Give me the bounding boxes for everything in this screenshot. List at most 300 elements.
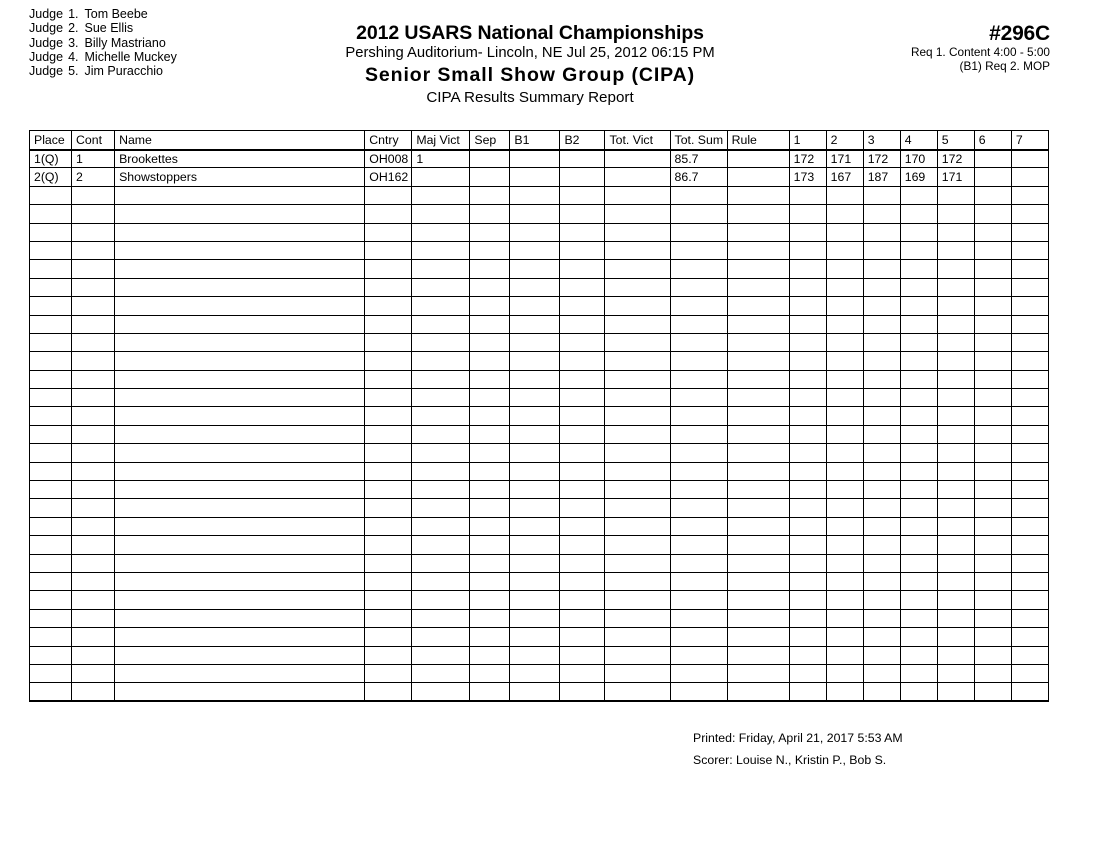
cell-empty — [1011, 554, 1048, 572]
table-row-empty[interactable] — [30, 297, 1049, 315]
cell-empty — [470, 352, 510, 370]
cell-empty — [72, 352, 115, 370]
cell-empty — [900, 628, 937, 646]
judge-name: Billy Mastriano — [84, 35, 166, 50]
table-header-row — [30, 131, 1049, 150]
table-row-empty[interactable] — [30, 628, 1049, 646]
cell-empty — [412, 205, 470, 223]
cell-empty — [605, 425, 670, 443]
cell-empty — [510, 646, 560, 664]
cell-empty — [789, 536, 826, 554]
cell-empty — [365, 278, 412, 296]
cell-empty — [937, 499, 974, 517]
cell-empty — [605, 389, 670, 407]
cell-empty — [365, 683, 412, 701]
cell-empty — [605, 205, 670, 223]
table-row-empty[interactable] — [30, 241, 1049, 259]
cell-empty — [974, 628, 1011, 646]
cell-empty — [470, 683, 510, 701]
cell-empty — [560, 389, 605, 407]
judge-name: Jim Puracchio — [84, 64, 163, 79]
table-row-empty[interactable] — [30, 499, 1049, 517]
cell-empty — [72, 481, 115, 499]
cell-empty — [789, 646, 826, 664]
cell-empty — [605, 315, 670, 333]
cell-empty — [510, 389, 560, 407]
table-header — [30, 131, 1049, 150]
cell-judge-7-score — [1011, 168, 1048, 186]
cell-empty — [727, 444, 789, 462]
cell-empty — [412, 628, 470, 646]
cell-empty — [560, 444, 605, 462]
cell-empty — [510, 223, 560, 241]
cell-empty — [115, 572, 365, 590]
cell-empty — [560, 205, 605, 223]
cell-empty — [826, 536, 863, 554]
cell-empty — [670, 407, 727, 425]
cell-empty — [72, 664, 115, 682]
cell-empty — [510, 628, 560, 646]
cell-empty — [937, 241, 974, 259]
table-row-empty[interactable] — [30, 389, 1049, 407]
cell-empty — [789, 186, 826, 204]
cell-empty — [72, 591, 115, 609]
cell-empty — [1011, 315, 1048, 333]
cell-empty — [72, 333, 115, 351]
cell-empty — [1011, 683, 1048, 701]
cell-empty — [863, 481, 900, 499]
cell-empty — [605, 278, 670, 296]
cell-empty — [115, 591, 365, 609]
cell-empty — [974, 241, 1011, 259]
column-header-sep: Sep — [470, 131, 510, 150]
cell-empty — [670, 370, 727, 388]
cell-empty — [560, 554, 605, 572]
results-table — [29, 130, 1049, 702]
cell-empty — [863, 517, 900, 535]
cell-empty — [727, 297, 789, 315]
cell-empty — [72, 260, 115, 278]
cell-empty — [365, 481, 412, 499]
cell-empty — [560, 499, 605, 517]
cell-empty — [900, 315, 937, 333]
cell-empty — [900, 517, 937, 535]
cell-empty — [412, 517, 470, 535]
judge-label: Judge — [29, 35, 64, 50]
cell-empty — [1011, 241, 1048, 259]
cell-empty — [937, 315, 974, 333]
cell-empty — [30, 444, 72, 462]
cell-empty — [974, 352, 1011, 370]
cell-tot-sum: 86.7 — [670, 168, 727, 186]
table-row[interactable] — [30, 168, 1049, 186]
cell-empty — [510, 205, 560, 223]
cell-empty — [30, 425, 72, 443]
cell-empty — [510, 591, 560, 609]
cell-empty — [727, 315, 789, 333]
cell-empty — [72, 186, 115, 204]
cell-empty — [826, 554, 863, 572]
cell-empty — [470, 462, 510, 480]
cell-empty — [470, 499, 510, 517]
table-row-empty[interactable] — [30, 536, 1049, 554]
cell-empty — [727, 462, 789, 480]
cell-empty — [937, 646, 974, 664]
cell-empty — [365, 517, 412, 535]
cell-empty — [826, 241, 863, 259]
cell-name: Showstoppers — [115, 168, 365, 186]
cell-empty — [115, 536, 365, 554]
cell-empty — [670, 536, 727, 554]
judge-line — [29, 50, 177, 64]
event-title: Senior Small Show Group (CIPA) — [365, 64, 695, 86]
cell-empty — [560, 572, 605, 590]
cell-empty — [605, 223, 670, 241]
cell-empty — [670, 481, 727, 499]
cell-empty — [30, 554, 72, 572]
cell-empty — [470, 646, 510, 664]
cell-empty — [727, 628, 789, 646]
cell-empty — [1011, 425, 1048, 443]
cell-empty — [365, 315, 412, 333]
cell-empty — [510, 444, 560, 462]
cell-empty — [72, 425, 115, 443]
cell-empty — [470, 186, 510, 204]
cell-empty — [72, 536, 115, 554]
cell-empty — [974, 609, 1011, 627]
judge-line — [29, 64, 177, 78]
cell-empty — [937, 517, 974, 535]
judge-number: 2. — [68, 21, 79, 36]
cell-empty — [30, 389, 72, 407]
cell-empty — [900, 591, 937, 609]
cell-empty — [365, 241, 412, 259]
cell-empty — [412, 609, 470, 627]
table-row-empty[interactable] — [30, 572, 1049, 590]
cell-empty — [510, 297, 560, 315]
cell-empty — [900, 333, 937, 351]
table-row-empty[interactable] — [30, 462, 1049, 480]
judge-label: Judge — [29, 21, 64, 36]
cell-empty — [72, 444, 115, 462]
cell-empty — [863, 683, 900, 701]
cell-empty — [826, 591, 863, 609]
cell-empty — [789, 333, 826, 351]
table-body — [30, 150, 1049, 702]
cell-empty — [789, 205, 826, 223]
cell-empty — [727, 205, 789, 223]
cell-empty — [470, 444, 510, 462]
cell-empty — [727, 407, 789, 425]
cell-empty — [670, 554, 727, 572]
cell-empty — [412, 462, 470, 480]
cell-judge-4-score: 169 — [900, 168, 937, 186]
table-row-empty[interactable] — [30, 223, 1049, 241]
requirement-2-text: (B1) Req 2. MOP — [959, 59, 1050, 73]
cell-empty — [1011, 297, 1048, 315]
table-row-empty[interactable] — [30, 444, 1049, 462]
cell-empty — [937, 370, 974, 388]
cell-empty — [937, 444, 974, 462]
table-row-empty[interactable] — [30, 683, 1049, 701]
judge-name: Tom Beebe — [84, 7, 148, 21]
cell-empty — [670, 241, 727, 259]
cell-cont: 1 — [72, 150, 115, 168]
cell-empty — [900, 370, 937, 388]
cell-empty — [365, 646, 412, 664]
cell-empty — [789, 370, 826, 388]
cell-empty — [365, 205, 412, 223]
cell-empty — [863, 536, 900, 554]
table-row-empty[interactable] — [30, 333, 1049, 351]
cell-empty — [789, 223, 826, 241]
table-row-empty[interactable] — [30, 554, 1049, 572]
cell-empty — [727, 646, 789, 664]
cell-empty — [789, 609, 826, 627]
cell-empty — [470, 572, 510, 590]
cell-empty — [1011, 205, 1048, 223]
cell-empty — [412, 186, 470, 204]
cell-empty — [670, 205, 727, 223]
cell-empty — [72, 389, 115, 407]
cell-empty — [605, 481, 670, 499]
cell-empty — [605, 664, 670, 682]
event-info-block — [911, 22, 1050, 73]
cell-empty — [470, 628, 510, 646]
cell-empty — [974, 444, 1011, 462]
judge-name: Sue Ellis — [84, 21, 134, 36]
cell-empty — [974, 370, 1011, 388]
cell-judge-6-score — [974, 168, 1011, 186]
cell-empty — [510, 352, 560, 370]
cell-empty — [365, 554, 412, 572]
table-row-empty[interactable] — [30, 186, 1049, 204]
cell-empty — [863, 591, 900, 609]
table-row-empty[interactable] — [30, 646, 1049, 664]
cell-empty — [72, 241, 115, 259]
cell-empty — [826, 425, 863, 443]
table-row-empty[interactable] — [30, 517, 1049, 535]
table-row-empty[interactable] — [30, 370, 1049, 388]
cell-judge-2-score: 171 — [826, 150, 863, 168]
cell-empty — [560, 481, 605, 499]
cell-empty — [727, 572, 789, 590]
table-row-empty[interactable] — [30, 205, 1049, 223]
cell-empty — [605, 572, 670, 590]
cell-empty — [789, 407, 826, 425]
cell-empty — [365, 664, 412, 682]
cell-judge-2-score: 167 — [826, 168, 863, 186]
cell-empty — [605, 186, 670, 204]
cell-empty — [1011, 499, 1048, 517]
cell-empty — [72, 628, 115, 646]
cell-empty — [789, 315, 826, 333]
cell-empty — [115, 646, 365, 664]
cell-empty — [727, 352, 789, 370]
cell-empty — [900, 499, 937, 517]
cell-b2 — [560, 168, 605, 186]
cell-empty — [115, 278, 365, 296]
cell-empty — [863, 462, 900, 480]
cell-empty — [1011, 444, 1048, 462]
cell-empty — [727, 536, 789, 554]
cell-empty — [900, 205, 937, 223]
table-row-empty[interactable] — [30, 664, 1049, 682]
cell-empty — [605, 628, 670, 646]
cell-empty — [974, 536, 1011, 554]
column-header-4: 4 — [900, 131, 937, 150]
cell-empty — [789, 517, 826, 535]
cell-empty — [863, 572, 900, 590]
cell-empty — [510, 609, 560, 627]
cell-empty — [1011, 609, 1048, 627]
cell-empty — [510, 499, 560, 517]
cell-empty — [937, 389, 974, 407]
cell-empty — [510, 186, 560, 204]
cell-empty — [560, 407, 605, 425]
cell-empty — [30, 260, 72, 278]
cell-empty — [727, 278, 789, 296]
cell-sep — [470, 150, 510, 168]
cell-empty — [974, 517, 1011, 535]
cell-empty — [974, 425, 1011, 443]
cell-empty — [863, 333, 900, 351]
cell-empty — [115, 517, 365, 535]
cell-empty — [365, 628, 412, 646]
cell-rule — [727, 168, 789, 186]
cell-empty — [560, 186, 605, 204]
cell-empty — [115, 297, 365, 315]
cell-empty — [30, 278, 72, 296]
cell-empty — [670, 572, 727, 590]
cell-empty — [30, 315, 72, 333]
table-row-empty[interactable] — [30, 481, 1049, 499]
cell-empty — [974, 186, 1011, 204]
cell-empty — [510, 407, 560, 425]
report-subtitle: CIPA Results Summary Report — [426, 89, 634, 106]
table-row-empty[interactable] — [30, 609, 1049, 627]
cell-empty — [510, 241, 560, 259]
cell-empty — [470, 517, 510, 535]
cell-empty — [30, 186, 72, 204]
cell-empty — [560, 297, 605, 315]
cell-empty — [560, 223, 605, 241]
cell-empty — [510, 370, 560, 388]
cell-empty — [670, 609, 727, 627]
table-row[interactable] — [30, 150, 1049, 168]
cell-empty — [826, 389, 863, 407]
cell-empty — [727, 664, 789, 682]
cell-empty — [937, 260, 974, 278]
judge-name: Michelle Muckey — [84, 49, 177, 64]
table-row-empty[interactable] — [30, 260, 1049, 278]
cell-empty — [937, 572, 974, 590]
cell-empty — [1011, 278, 1048, 296]
cell-empty — [72, 223, 115, 241]
cell-empty — [937, 628, 974, 646]
cell-empty — [605, 407, 670, 425]
cell-empty — [727, 241, 789, 259]
cell-empty — [974, 260, 1011, 278]
cell-empty — [115, 683, 365, 701]
cell-empty — [937, 205, 974, 223]
cell-empty — [789, 591, 826, 609]
cell-empty — [605, 370, 670, 388]
cell-empty — [789, 572, 826, 590]
cell-empty — [365, 444, 412, 462]
cell-empty — [670, 591, 727, 609]
judge-line — [29, 36, 177, 50]
cell-empty — [470, 536, 510, 554]
cell-empty — [937, 186, 974, 204]
table-row-empty[interactable] — [30, 407, 1049, 425]
cell-empty — [510, 333, 560, 351]
cell-empty — [412, 683, 470, 701]
cell-empty — [115, 664, 365, 682]
cell-empty — [1011, 352, 1048, 370]
cell-empty — [727, 260, 789, 278]
cell-empty — [560, 370, 605, 388]
cell-empty — [470, 389, 510, 407]
judge-number: 4. — [68, 49, 79, 64]
cell-empty — [1011, 260, 1048, 278]
cell-empty — [900, 352, 937, 370]
cell-empty — [560, 536, 605, 554]
cell-empty — [605, 646, 670, 664]
cell-empty — [115, 260, 365, 278]
table-row-empty[interactable] — [30, 278, 1049, 296]
cell-empty — [789, 444, 826, 462]
table-row-empty[interactable] — [30, 425, 1049, 443]
cell-empty — [560, 517, 605, 535]
cell-empty — [605, 683, 670, 701]
cell-empty — [863, 352, 900, 370]
cell-empty — [863, 554, 900, 572]
cell-empty — [1011, 536, 1048, 554]
cell-empty — [115, 352, 365, 370]
cell-empty — [510, 278, 560, 296]
cell-empty — [605, 517, 670, 535]
table-row-empty[interactable] — [30, 591, 1049, 609]
cell-empty — [115, 499, 365, 517]
cell-empty — [72, 205, 115, 223]
cell-empty — [412, 297, 470, 315]
cell-empty — [30, 609, 72, 627]
cell-empty — [30, 628, 72, 646]
cell-empty — [72, 278, 115, 296]
column-header-tot-sum: Tot. Sum — [670, 131, 727, 150]
cell-empty — [605, 444, 670, 462]
cell-empty — [974, 407, 1011, 425]
cell-empty — [365, 407, 412, 425]
cell-empty — [30, 462, 72, 480]
cell-empty — [670, 444, 727, 462]
cell-empty — [30, 499, 72, 517]
cell-empty — [30, 370, 72, 388]
cell-empty — [470, 241, 510, 259]
cell-empty — [863, 664, 900, 682]
cell-empty — [605, 499, 670, 517]
cell-empty — [900, 664, 937, 682]
column-header-2: 2 — [826, 131, 863, 150]
cell-empty — [115, 481, 365, 499]
cell-empty — [510, 462, 560, 480]
cell-empty — [412, 481, 470, 499]
table-row-empty[interactable] — [30, 315, 1049, 333]
cell-empty — [412, 591, 470, 609]
cell-empty — [826, 683, 863, 701]
table-row-empty[interactable] — [30, 352, 1049, 370]
